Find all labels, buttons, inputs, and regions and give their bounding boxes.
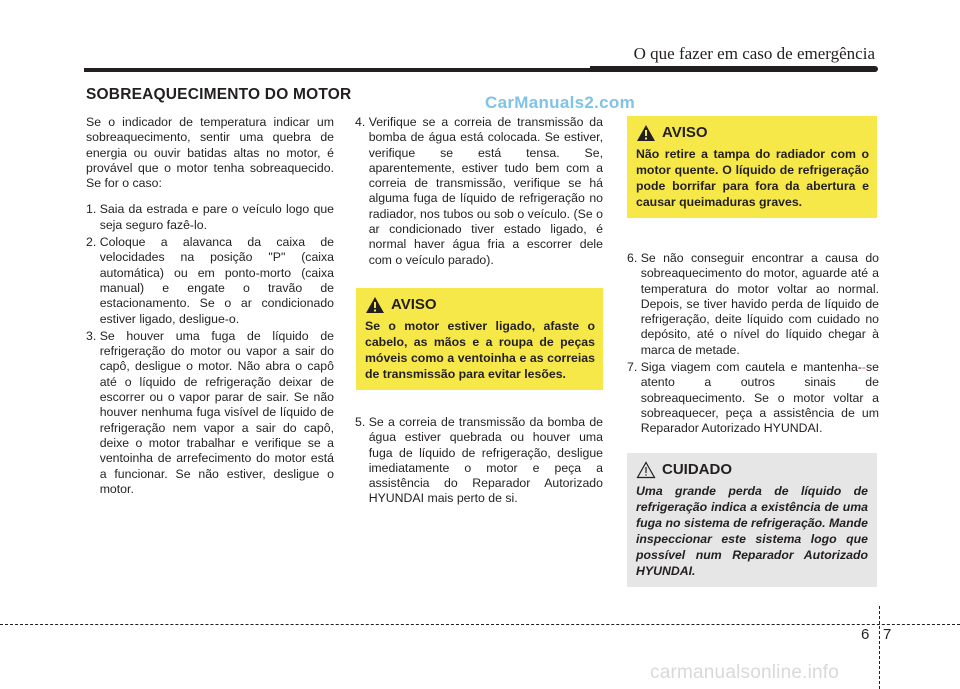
section-title: SOBREAQUECIMENTO DO MOTOR [86,86,352,103]
step-number: 4. [355,115,369,129]
footer-dashed-line [0,624,960,625]
step-3 [86,329,334,497]
warning-triangle-icon [365,296,385,314]
footer-vertical-dashed-line [879,606,880,689]
step-text: Se houver uma fuga de líquido de refrigeração do motor ou vapor a sair do capô, desligue o motor. Não abra o capô até o líquido de refrigeração deixar de escorrer ou o vapor parar de sair. Se não houver nenhuma fuga visível de líquido de refrigeração nem vapor a sair do capô, deixe o motor trabalhar e verifique se a ventoinha de arrefecimento do motor está a funcionar. Se não estiver, desligue o motor. [99,328,334,496]
step-text: Se não conseguir encontrar a causa do sobreaquecimento do motor, aguarde até a temperatura do motor voltar ao normal. Depois, se tiver havido perda de líquido de refrigeração, deite líquido com cuidado no depósito, até o nível do líquido chegar à marca de metade. [640,251,879,357]
step-1 [86,202,334,233]
column-2-continued [355,415,603,509]
column-2 [355,115,603,270]
header-rule-accent [590,66,878,72]
step-text: Verifique se a correia de transmissão da bomba de água está colocada. Se estiver, verifique se está tensa. Se, aparentemente, estiver tudo bem com a correia de transmissão, verifique se há alguma fuga de líquido de refrigeração no radiador, nos tubos ou sob o veículo. (Se o ar condicionado tiver estado ligado, é normal haver água fria a escorrer dele com o veículo parado). [368,115,603,267]
step-number: 2. [86,235,100,250]
warning-text: Não retire a tampa do radiador com o motor quente. O líquido de refrigeração pode borrifar para fora da abertura e causar queimaduras graves. [636,147,869,209]
step-number: 3. [86,328,100,343]
caution-triangle-icon [636,461,656,479]
step-text [641,360,879,436]
step-number: 6. [627,251,641,265]
column-3 [627,251,879,439]
column-1 [86,115,334,499]
intro-paragraph: Se o indicador de temperatura indicar um sobreaquecimento, sentir uma quebra de energia ou ouvir batidas altas no motor, é provável que o motor tenha sobreaquecido. Se for o caso: [86,115,334,191]
watermark-logo: CarManuals2.com [485,93,635,112]
caution-box [627,453,877,587]
step-2 [86,235,334,327]
step-4 [355,115,603,268]
warning-triangle-icon [636,124,656,142]
step-6 [627,251,879,358]
page-number: 7 [883,626,892,643]
warning-title: AVISO [662,124,708,141]
step-7-hyphen: - [861,360,866,375]
step-number: 7. [627,360,641,375]
chapter-number: 6 [861,626,870,643]
step-text: Saia da estrada e pare o veículo logo que seja seguro fazê-lo. [99,202,334,232]
chapter-title: O que fazer em caso de emergência [633,44,875,63]
caution-text: Uma grande perda de líquido de refrigeração indica a existência de uma fuga no sistema de refrigeração. Mande inspeccionar este sistema logo que possível num Reparador Autorizado HYUNDAI. [636,484,868,578]
step-7 [627,360,879,436]
warning-title: AVISO [391,296,437,313]
step-7-text-end: se atento a outros sinais de sobreaquecimento. Se o motor voltar a sobreaquecer, peça a assistência de um Reparador Autorizado HYUNDAI. [640,360,879,436]
step-7-text-start: Siga viagem com cautela e mantenha- [640,360,862,375]
caution-title: CUIDADO [662,461,732,478]
step-number: 5. [355,415,369,429]
warning-box-radiator-cap [627,116,877,218]
step-text: Se a correia de transmissão da bomba de água estiver quebrada ou houver uma fuga de líquido de refrigeração, desligue imediatamente o motor e peça a assistência do Reparador Autorizado HYUNDAI mais perto de si. [368,415,603,506]
step-number: 1. [86,202,100,217]
warning-text: Se o motor estiver ligado, afaste o cabelo, as mãos e a roupa de peças móveis como a ventoinha e as correias de transmissão para evitar lesões. [365,319,595,381]
step-text: Coloque a alavanca da caixa de velocidades na posição "P" (caixa automática) ou em ponto-morto (caixa manual) e engate o travão de estacionamento. Se o ar condicionado estiver ligado, desligue-o. [99,235,334,326]
footer-watermark: carmanualsonline.info [650,662,840,683]
step-5 [355,415,603,507]
warning-box-moving-parts [356,288,603,390]
